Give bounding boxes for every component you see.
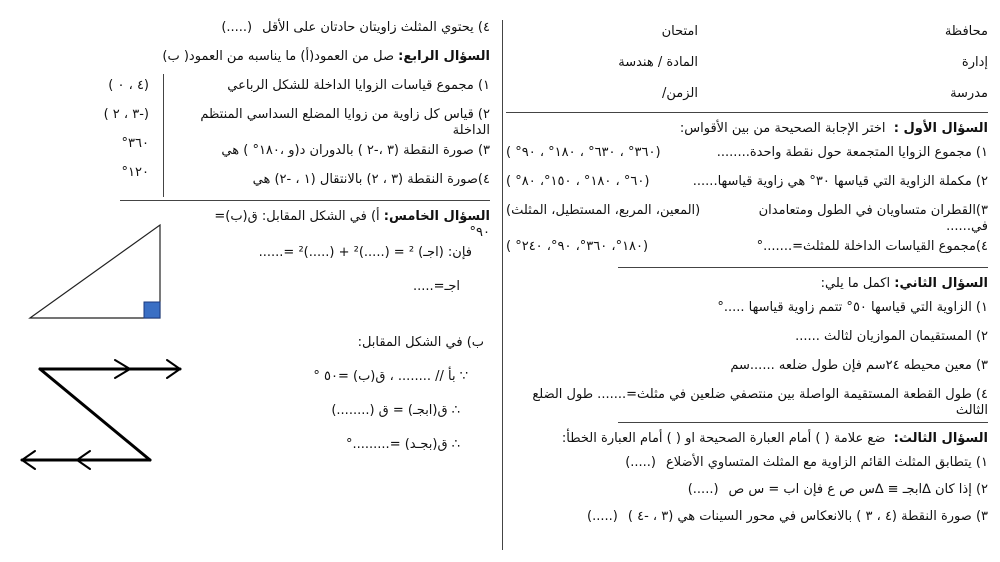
header-administration: إدارة [961,55,988,70]
q2-item [506,383,988,419]
q1-heading [506,117,988,141]
q4-a-item-2: ٢) قياس كل زاوية من زوايا المضلع السداسي المنتظم الداخلة [200,107,490,138]
q3-item [506,478,988,505]
q4-column-b [104,74,163,197]
q5-part-b-line-1: ∵ بأ // ........ ، ق(ب) =٥٠ ° [313,369,468,384]
q2-item [506,354,988,383]
q5-row [195,399,490,433]
header-subject: المادة / هندسة [618,55,698,70]
q5-part-a: أ) في الشكل المقابل: ق(ب)= ٩٠° [214,209,490,240]
q1-item [506,170,988,199]
q1-item [506,141,988,170]
q2-heading [506,272,988,296]
header-time: الزمن/ [662,86,698,101]
q1-item-4-choices: (١٨٠°، ٣٦٠°، ٩٠°، ٢٤٠° ) [506,239,649,254]
q5-row [195,365,490,399]
q5-title: السؤال الخامس: [383,209,490,224]
transversal [40,369,150,460]
q5-part-b: ب) في الشكل المقابل: [357,335,484,350]
q5-text [195,205,490,467]
q4-matching-table [12,74,490,197]
q4-a-item-4: ٤)صورة النقطة (٣ ، ٢) بالانتقال (١ ، -٢) هي [252,172,490,187]
q2-instruction: اكمل ما يلي: [820,276,891,291]
right-triangle-figure [0,205,190,325]
q5-part-a-result: اجـ=..... [412,279,460,294]
header-row [506,47,988,78]
q5-part-b-line-3: ∴ ق(بجـد) =.........° [346,437,460,452]
q1-instruction: اختر الإجابة الصحيحة من بين الأقواس: [679,121,886,136]
q2-item-4: ٤) طول القطعة المستقيمة الواصلة بين منتصفي ضلعين في مثلث=....... طول الضلع الثالث [532,387,988,418]
q5-part-b-line-2: ∴ ق(ابجـ) = ق (........) [331,403,460,418]
q1-item-2: ٢) مكملة الزاوية التي قياسها ٣٠° هي زاوية قياسها...... [692,174,988,189]
q2-item-3: ٣) معين محيطه ٢٤سم فإن طول ضلعه ......سم [730,358,988,373]
q1-item-1: ١) مجموع الزوايا المتجمعة حول نقطة واحدة........ [716,145,988,160]
header-row [506,16,988,47]
q4-a-item-1: ١) مجموع قياسات الزوايا الداخلة للشكل الرباعي [227,78,490,93]
header-school: مدرسة [950,86,988,101]
q4-column-a [163,74,490,197]
q5-heading [195,205,490,241]
q2-item [506,325,988,354]
q5-row [195,331,490,365]
q1-title: السؤال الأول : [893,121,988,136]
q3-item-3: ٣) صورة النقطة (٤ ، ٣ ) بالانعكاس في محور السينات هي (٣ ، -٤ ) [627,509,988,524]
right-angle-marker [144,302,160,318]
q3-item-4-answer: (.....) [221,20,253,35]
column-divider [502,20,503,550]
q3-title: السؤال الثالث: [893,431,988,446]
q3-instruction: ضع علامة ( ) أمام العبارة الصحيحة او ( ) أمام العبارة الخطأ: [561,431,886,446]
q2-title: السؤال الثاني: [894,276,988,291]
parallel-lines-figure [0,350,190,480]
q4-title: السؤال الرابع: [398,49,490,64]
header-governorate: محافظة [944,24,988,39]
q4-instruction: صل من العمود(أ) ما يناسبه من العمود( ب) [162,49,395,64]
q1-item-1-choices: (٣٦٠° ، ٦٣٠° ، ١٨٠° ، ٩٠° ) [506,145,661,160]
divider [506,112,988,113]
header-row [506,78,988,109]
q3-item [12,16,490,45]
q1-item [506,199,988,235]
q4-b-item-4: ١٢٠° [121,165,149,180]
q3-item [506,451,988,478]
q4-b-item-1: (٤ ، ٠ ) [108,78,149,93]
q5-row [195,433,490,467]
q1-item [506,235,988,264]
q5-part-a-equation: فإن: (اجـ) ² = (.....)² + (.....)² =...... [258,245,472,260]
divider [120,200,490,201]
q4-b-item-2: (-٣ ، ٢ ) [103,107,149,122]
q3-item-1-answer: (.....) [625,455,656,470]
q4-heading [12,45,490,74]
divider [618,267,988,268]
q1-item-3: ٣)القطران متساويان في الطول ومتعامدان في...... [758,203,988,234]
q2-item-2: ٢) المستقيمان الموازيان لثالث ...... [795,329,988,344]
q3-item-2-answer: (.....) [687,482,719,497]
q1-item-3-choices: (المعين، المربع، المستطيل، المثلث) [506,203,701,218]
right-column [506,16,988,532]
q2-item [506,296,988,325]
q2-item-1: ١) الزاوية التي قياسها ٥٠° تتمم زاوية قياسها .....° [717,300,988,315]
q5-row [195,275,490,331]
q3-item [506,505,988,532]
q3-heading [506,427,988,451]
triangle [30,225,160,318]
q1-item-2-choices: (٦٠° ، ١٨٠° ، ١٥٠°، ٨٠° ) [506,174,650,189]
q4-b-item-3: ٣٦٠° [121,136,149,151]
q3-item-1: ١) يتطابق المثلث القائم الزاوية مع المثلث المتساوي الأضلاع [666,455,988,470]
q3-item-4: ٤) يحتوي المثلث زاويتان حادتان على الأقل [262,20,490,35]
q4-a-item-3: ٣) صورة النقطة (٣ ،-٢ ) بالدوران د(و ،١٨٠° ) هي [221,143,490,158]
q3-item-2: ٢) إذا كان ∆ابجـ ≡ ∆س ص ع فإن اب = س ص [728,482,988,497]
divider [618,422,988,423]
q5-row [195,241,490,275]
q1-item-4: ٤)مجموع القياسات الداخلة للمثلث=.......° [756,239,988,254]
header-exam: امتحان [661,24,698,39]
q3-item-3-answer: (.....) [587,509,618,524]
